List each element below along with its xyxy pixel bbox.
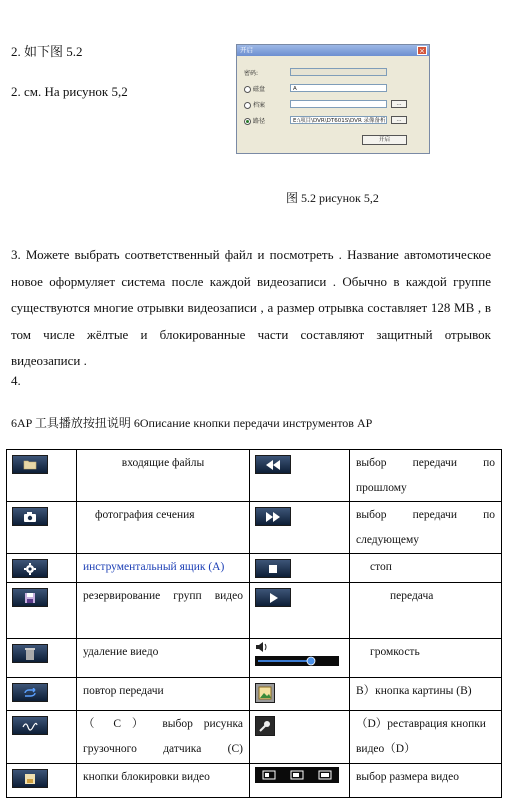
path-field[interactable]: E:\项目\DVR\DT601S\DVR 录像备析 <box>290 116 387 124</box>
label-video-size: выбор размера видео <box>350 764 502 798</box>
radio-file[interactable] <box>244 100 265 109</box>
label-volume: громкость <box>350 639 502 678</box>
item-4: 4. <box>11 373 21 388</box>
table-row <box>7 554 502 583</box>
section-heading: 6AP 工具播放按扭说明 6Описание кнопки передачи инструментов AP <box>11 416 373 430</box>
table-row <box>7 711 502 764</box>
radio-disk[interactable] <box>244 84 265 93</box>
label-restore: （D）реставрация кнопки видео（D） <box>350 711 502 764</box>
camera-icon[interactable] <box>12 507 48 526</box>
wrench-icon[interactable] <box>255 716 275 736</box>
label-previous: выбор передачи по прошлому <box>350 450 502 502</box>
radio-selected-icon[interactable] <box>244 118 251 125</box>
table-row <box>7 450 502 502</box>
stop-icon[interactable] <box>255 559 291 578</box>
label-backup: резервирование групп видео <box>77 583 250 639</box>
size-large-icon[interactable] <box>318 770 332 780</box>
item-2-russian: 2. см. На рисунок 5,2 <box>11 84 128 99</box>
label-sensor: （ C ） выбор рисунка грузочного датчика (C) <box>77 711 250 764</box>
password-field[interactable] <box>290 68 387 76</box>
paragraph-3: 3. Можете выбрать соответственный файл и посмотреть . Название автомотическое новое оформуляет система после каждой видеозаписи . Обычно в каждой группе существуются многие отрывки видеозаписи , а размер отрывка составляет 128 MB , в том числе жёлтые и блокированные части составляют защитный отрывок видеозаписи . <box>11 247 491 368</box>
file-field[interactable] <box>290 100 387 108</box>
radio-icon[interactable] <box>244 102 251 109</box>
size-small-icon[interactable] <box>262 770 276 780</box>
radio-disk-label: 磁盘 <box>253 86 266 93</box>
label-next: выбор передачи по следующему <box>350 502 502 554</box>
label-open-files: входящие файлы <box>77 450 250 502</box>
label-stop: стоп <box>350 554 502 583</box>
path-browse-button[interactable]: ... <box>391 116 407 124</box>
sensor-wave-icon[interactable] <box>12 716 48 735</box>
picture-icon[interactable] <box>255 683 275 703</box>
lock-icon[interactable] <box>12 769 48 788</box>
floppy-save-icon[interactable] <box>12 588 48 607</box>
label-toolbox: инструментальный ящик (A) <box>77 554 250 583</box>
table-row <box>7 639 502 678</box>
repeat-icon[interactable] <box>12 683 48 702</box>
rewind-icon[interactable] <box>255 455 291 474</box>
fast-forward-icon[interactable] <box>255 507 291 526</box>
label-snapshot: фотография сечения <box>77 502 250 554</box>
trash-icon[interactable] <box>12 644 48 663</box>
figure-caption: 图 5.2 рисунок 5,2 <box>286 191 379 205</box>
disk-select[interactable]: A <box>290 84 387 92</box>
table-row <box>7 678 502 711</box>
dialog-titlebar <box>237 45 429 56</box>
size-medium-icon[interactable] <box>290 770 304 780</box>
label-delete: удаление виедо <box>77 639 250 678</box>
folder-icon[interactable] <box>12 455 48 474</box>
table-row <box>7 583 502 639</box>
table-row <box>7 502 502 554</box>
item-2-chinese: 2. 如下图 5.2 <box>11 44 83 59</box>
play-icon[interactable] <box>255 588 291 607</box>
radio-icon[interactable] <box>244 86 251 93</box>
button-table <box>6 449 502 798</box>
table-row <box>7 764 502 798</box>
radio-file-label: 档案 <box>253 102 266 109</box>
open-dialog-figure <box>236 44 430 154</box>
label-repeat: повтор передачи <box>77 678 250 711</box>
radio-path-label: 路径 <box>253 118 266 125</box>
label-picture: B）кнопка картины (B) <box>350 678 502 711</box>
volume-control[interactable] <box>255 641 339 677</box>
video-size-buttons[interactable] <box>255 767 339 783</box>
label-lock: кнопки блокировки видео <box>77 764 250 798</box>
radio-path[interactable] <box>244 116 265 125</box>
speaker-icon[interactable] <box>255 641 339 667</box>
close-icon[interactable]: × <box>417 46 427 55</box>
gear-icon[interactable] <box>12 559 48 578</box>
file-browse-button[interactable]: ... <box>391 100 407 108</box>
label-play: передача <box>350 583 502 639</box>
password-label: 密码: <box>244 70 259 77</box>
open-button[interactable]: 开启 <box>362 135 407 145</box>
dialog-title: 开启 <box>240 46 253 54</box>
